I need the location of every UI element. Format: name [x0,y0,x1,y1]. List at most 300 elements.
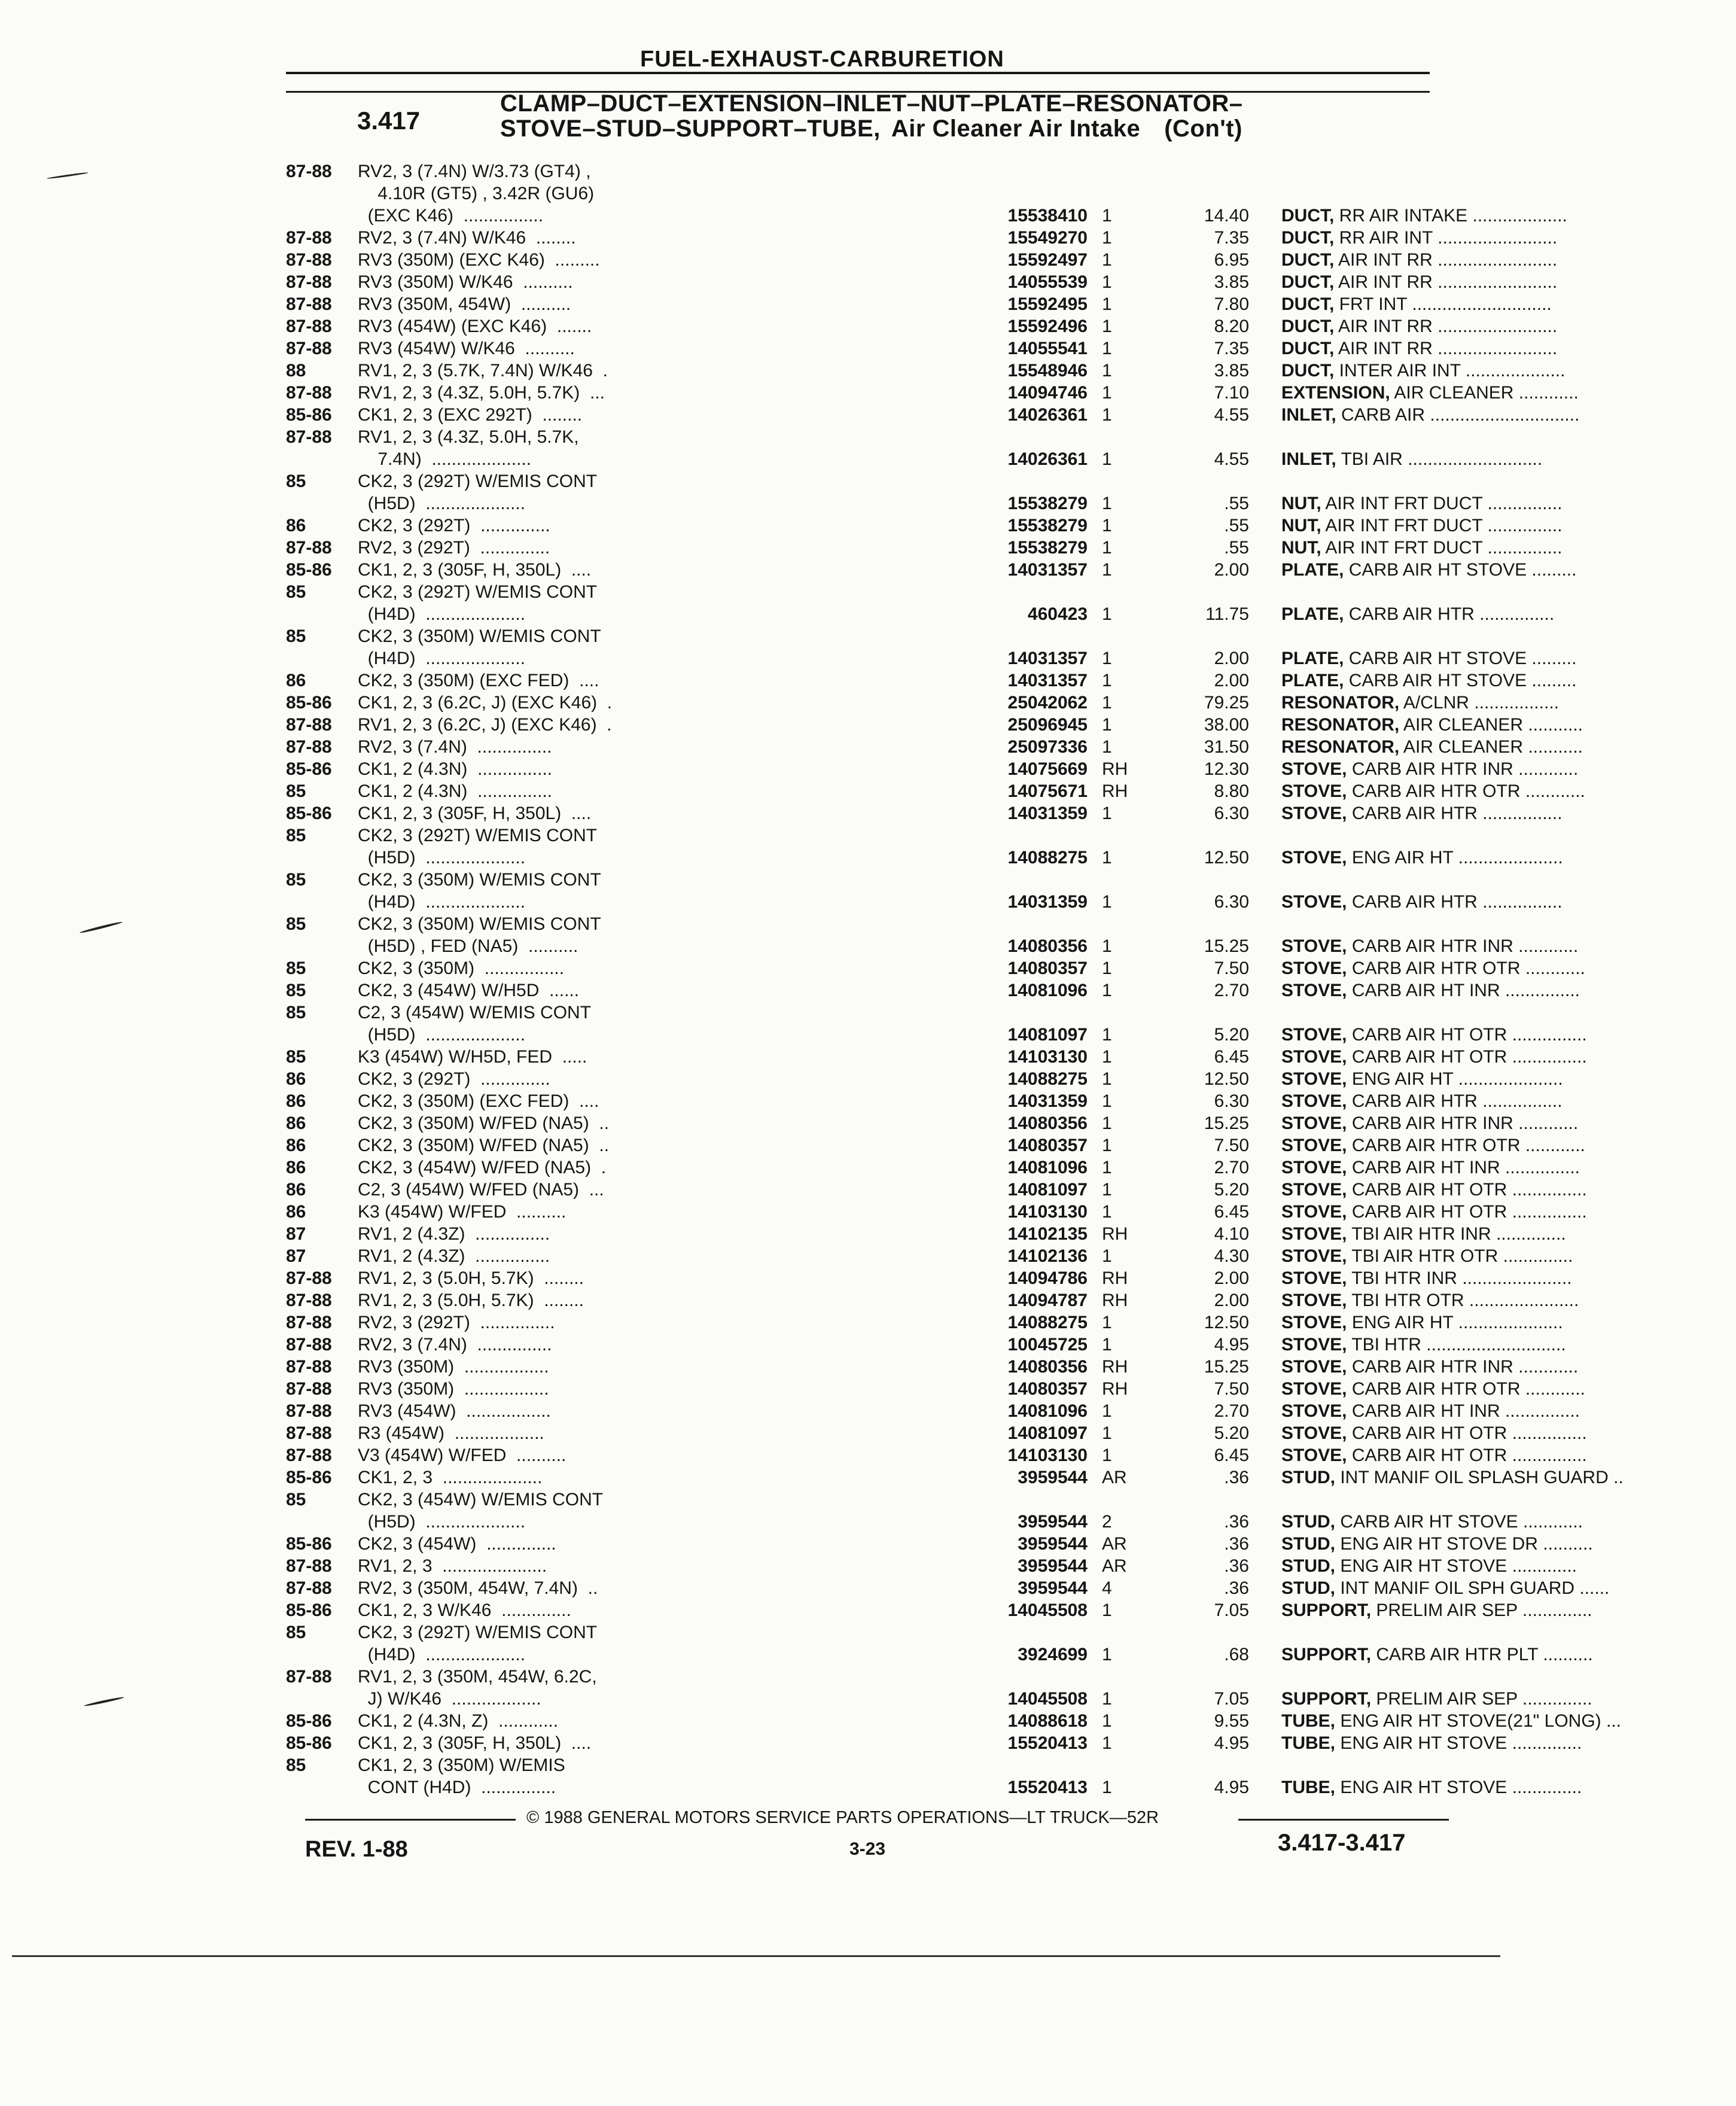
quantity: 1 [1102,892,1112,912]
description [1281,1090,1736,1112]
description-text: AIR CLEANER ............ [1390,383,1579,403]
description-text: ENG AIR HT STOVE DR .......... [1335,1534,1593,1554]
part-number: 14080357 [1007,958,1088,978]
quantity: 1 [1102,1246,1112,1266]
description-key: STOVE, [1281,1180,1347,1200]
price: 7.05 [1214,1600,1249,1620]
price: 2.00 [1214,671,1249,690]
price: 4.95 [1214,1335,1249,1355]
model-year: 87-88 [286,1578,332,1598]
model-year: 85 [286,1003,306,1022]
quantity: RH [1102,1379,1128,1399]
description-text: ENG AIR HT STOVE .............. [1335,1778,1582,1797]
price: 2.70 [1214,1401,1249,1421]
application: CK2, 3 (350M) ................ [358,958,565,978]
table-row [286,448,1543,470]
description-key: RESONATOR, [1281,693,1400,713]
part-number: 14094787 [1007,1291,1088,1310]
model-year: 87-88 [286,294,332,314]
section-number: 3.417 [357,106,421,135]
group-title-line1: CLAMP–DUCT–EXTENSION–INLET–NUT–PLATE–RESONATOR– [500,90,1243,117]
part-number: 14080356 [1007,936,1088,956]
description [1281,1444,1736,1466]
application: RV2, 3 (292T) ............... [358,1313,555,1332]
table-row [286,1289,1579,1311]
quantity: RH [1102,1357,1128,1377]
price: 4.55 [1214,405,1249,425]
quantity: 1 [1102,1202,1112,1222]
description-text: TBI AIR HTR OTR .............. [1347,1246,1573,1266]
part-number: 15538279 [1007,538,1088,558]
model-year: 85-86 [286,693,332,713]
table-row [286,669,1577,692]
part-number: 15549270 [1007,228,1088,248]
price: .36 [1224,1534,1249,1554]
table-row [286,404,1580,426]
application: CK2, 3 (454W) W/EMIS CONT [358,1490,604,1509]
application: (EXC K46) ................ [358,206,544,226]
application: K3 (454W) W/H5D, FED ..... [358,1047,587,1067]
description-text: TBI HTR OTR ...................... [1347,1291,1579,1310]
quantity: 1 [1102,1401,1112,1421]
table-row [286,182,1435,205]
quantity: 1 [1102,383,1112,403]
description-text: CARB AIR HT INR ............... [1347,1158,1580,1177]
application: RV1, 2, 3 (5.7K, 7.4N) W/K46 . [358,361,608,381]
header-rule [286,72,1430,74]
part-number: 25096945 [1007,715,1088,735]
quantity: 1 [1102,494,1112,513]
application: (H5D) .................... [358,1512,526,1532]
application: CK1, 2, 3 (305F, H, 350L) .... [358,804,592,823]
application: CK1, 2, 3 (6.2C, J) (EXC K46) . [358,693,613,713]
description [1281,515,1736,537]
application: CK2, 3 (454W) W/H5D ...... [358,981,580,1000]
description-key: STOVE, [1281,1246,1347,1266]
quantity: 1 [1102,671,1112,690]
description [1281,537,1736,559]
quantity: 2 [1102,1512,1112,1532]
price: .55 [1224,516,1249,535]
application: C2, 3 (454W) W/EMIS CONT [358,1003,592,1022]
price: 12.50 [1204,848,1249,868]
description-text: CARB AIR HT STOVE ......... [1344,560,1577,580]
description-key: STOVE, [1281,759,1347,779]
part-number: 460423 [1027,604,1088,624]
quantity: 1 [1102,1047,1112,1067]
description-text: CARB AIR HT OTR ............... [1347,1202,1587,1222]
price: 4.95 [1214,1733,1249,1753]
application: CK2, 3 (292T) W/EMIS CONT [358,1623,598,1642]
part-number: 14102135 [1007,1224,1088,1244]
description [1281,227,1736,249]
footer-copyright: © 1988 GENERAL MOTORS SERVICE PARTS OPERATIONS—LT TRUCK—52R [526,1808,1159,1827]
application: CK2, 3 (350M) W/EMIS CONT [358,870,601,890]
quantity: 1 [1102,848,1112,868]
description [1281,758,1736,780]
part-number: 14081097 [1007,1180,1088,1200]
group-title-subject: Air Cleaner Air Intake [891,115,1141,142]
application: V3 (454W) W/FED .......... [358,1445,567,1465]
description-text: CARB AIR HT STOVE ......... [1344,671,1577,690]
application: CK1, 2, 3 (305F, H, 350L) .... [358,560,592,580]
description [1281,957,1736,979]
part-number: 14094786 [1007,1268,1088,1288]
table-row [286,1776,1582,1798]
scan-mark [80,921,123,934]
price: 7.50 [1214,1136,1249,1155]
table-row [286,1245,1573,1267]
description-text: ENG AIR HT ..................... [1347,1313,1563,1332]
description-text: RR AIR INT ........................ [1334,228,1558,248]
model-year: 86 [286,1158,306,1177]
description [1281,1511,1736,1533]
model-year: 85-86 [286,1600,332,1620]
part-number: 14075671 [1007,781,1088,801]
application: (H5D) .................... [358,1025,526,1045]
part-number: 15592495 [1007,294,1088,314]
part-number: 14031359 [1007,892,1088,912]
quantity: 1 [1102,1445,1112,1465]
description [1281,847,1736,869]
part-number: 14088275 [1007,1069,1088,1089]
description-text: TBI AIR HTR INR .............. [1347,1224,1566,1244]
price: 6.45 [1214,1047,1249,1067]
model-year: 87-88 [286,1445,332,1465]
description-text: CARB AIR HTR OTR ............ [1347,1136,1585,1155]
part-number: 3959544 [1018,1468,1088,1487]
description [1281,559,1736,581]
description-text: ENG AIR HT STOVE .............. [1335,1733,1582,1753]
description [1281,979,1736,1002]
price: 15.25 [1204,1113,1249,1133]
quantity: 1 [1102,538,1112,558]
model-year: 85 [286,981,306,1000]
model-year: 87 [286,1246,306,1266]
description-key: NUT, [1281,516,1321,535]
table-row [286,1046,1587,1068]
description-key: PLATE, [1281,671,1344,690]
table-row [286,891,1563,913]
description-text: PRELIM AIR SEP .............. [1371,1600,1592,1620]
application: 7.4N) .................... [358,449,532,469]
description-text: RR AIR INTAKE ................... [1334,206,1567,226]
table-row [286,293,1552,315]
description [1281,448,1736,470]
table-row [286,1644,1593,1666]
table-row [286,692,1559,714]
scan-mark [47,172,89,179]
table-row [286,492,1563,515]
description-text: CARB AIR HTR INR ............ [1347,1113,1579,1133]
quantity: 1 [1102,405,1112,425]
description-key: INLET, [1281,405,1336,425]
table-row [286,1732,1582,1754]
description-text: ENG AIR HT ..................... [1347,848,1563,868]
description-key: DUCT, [1281,361,1335,381]
description-text: ENG AIR HT STOVE ............. [1335,1556,1577,1576]
description-key: STOVE, [1281,1313,1347,1332]
description-key: DUCT, [1281,294,1335,314]
part-number: 15592497 [1007,250,1088,270]
description [1281,1732,1736,1754]
description-text: CARB AIR HT OTR ............... [1347,1180,1587,1200]
description-text: INTER AIR INT .................... [1334,361,1566,381]
description-text: AIR INT RR ........................ [1334,316,1558,336]
quantity: 1 [1102,1733,1112,1753]
application: (H5D) , FED (NA5) .......... [358,936,578,956]
table-row [286,581,1435,603]
description-key: STOVE, [1281,1091,1347,1111]
quantity: 1 [1102,516,1112,535]
table-row [286,847,1563,869]
description [1281,1068,1736,1090]
description-key: STOVE, [1281,1202,1347,1222]
model-year: 85-86 [286,804,332,823]
description-text: CARB AIR HTR ................ [1347,1091,1563,1111]
price: 79.25 [1204,693,1249,713]
description-key: PLATE, [1281,649,1344,668]
application: J) W/K46 .................. [358,1689,541,1709]
description [1281,802,1736,824]
price: 6.30 [1214,1091,1249,1111]
group-title-parts: STOVE–STUD–SUPPORT–TUBE, [500,115,881,142]
description-text: CARB AIR HT STOVE ......... [1344,649,1577,668]
part-number: 14026361 [1007,405,1088,425]
quantity: 1 [1102,206,1112,226]
application: RV3 (454W) ................. [358,1401,551,1421]
table-row [286,824,1435,847]
model-year: 88 [286,361,306,381]
model-year: 87-88 [286,339,332,358]
quantity: 1 [1102,272,1112,292]
application: RV3 (350M) ................. [358,1357,549,1377]
part-number: 14080357 [1007,1136,1088,1155]
description-text: AIR INT FRT DUCT ............... [1321,516,1563,535]
application: RV2, 3 (350M, 454W, 7.4N) .. [358,1578,598,1598]
part-number: 14031359 [1007,1091,1088,1111]
description-key: EXTENSION, [1281,383,1390,403]
description-key: SUPPORT, [1281,1600,1372,1620]
price: 7.35 [1214,339,1249,358]
application: CONT (H4D) ............... [358,1778,556,1797]
application: (H5D) .................... [358,494,526,513]
table-row [286,603,1555,625]
table-row [286,537,1563,559]
table-row [286,913,1435,935]
price: 7.05 [1214,1689,1249,1709]
price: 7.10 [1214,383,1249,403]
description-key: STUD, [1281,1512,1335,1532]
description [1281,1555,1736,1577]
description-key: DUCT, [1281,316,1335,336]
application: RV2, 3 (7.4N) W/3.73 (GT4) , [358,162,591,181]
description-key: DUCT, [1281,339,1335,358]
model-year: 87-88 [286,1268,332,1288]
price: 6.45 [1214,1445,1249,1465]
part-number: 14031357 [1007,560,1088,580]
application: RV1, 2 (4.3Z) ............... [358,1224,550,1244]
part-number: 3959544 [1018,1578,1088,1598]
part-number: 15520413 [1007,1733,1088,1753]
description [1281,1179,1736,1201]
description-text: CARB AIR HT STOVE ............ [1335,1512,1583,1532]
model-year: 85-86 [286,560,332,580]
application: RV2, 3 (7.4N) ............... [358,737,552,757]
description [1281,1201,1736,1223]
quantity: 1 [1102,294,1112,314]
table-row [286,249,1558,271]
table-row [286,1666,1435,1688]
description [1281,1157,1736,1179]
quantity: 1 [1102,981,1112,1000]
description [1281,1577,1736,1599]
part-number: 15520413 [1007,1778,1088,1797]
application: CK1, 2 (4.3N) ............... [358,759,553,779]
price: .36 [1224,1468,1249,1487]
quantity: 1 [1102,1335,1112,1355]
part-number: 3924699 [1018,1645,1088,1664]
description-text: AIR INT FRT DUCT ............... [1321,494,1563,513]
model-year: 86 [286,1113,306,1133]
table-row [286,1577,1610,1599]
description-text: CARB AIR HT INR ............... [1347,1401,1580,1421]
description [1281,1688,1736,1710]
application: RV3 (350M) ................. [358,1379,549,1399]
description-key: STOVE, [1281,1291,1347,1310]
part-number: 14055539 [1007,272,1088,292]
application: CK2, 3 (350M) (EXC FED) .... [358,671,599,690]
description-key: SUPPORT, [1281,1689,1372,1709]
price: .36 [1224,1512,1249,1532]
model-year: 87-88 [286,715,332,735]
part-number: 14031357 [1007,649,1088,668]
table-row [286,957,1585,979]
application: (H4D) .................... [358,649,526,668]
description-text: PRELIM AIR SEP .............. [1371,1689,1592,1709]
description [1281,714,1736,736]
price: 6.30 [1214,892,1249,912]
description [1281,315,1736,337]
description [1281,1776,1736,1798]
description-text: AIR INT RR ........................ [1334,339,1558,358]
model-year: 85 [286,1490,306,1509]
quantity: AR [1102,1468,1127,1487]
description [1281,249,1736,271]
table-row [286,337,1558,360]
quantity: 1 [1102,693,1112,713]
description [1281,205,1736,227]
part-number: 15538279 [1007,494,1088,513]
quantity: 1 [1102,361,1112,381]
description-key: STOVE, [1281,958,1347,978]
description-text: CARB AIR HTR INR ............ [1347,936,1579,956]
description-key: DUCT, [1281,206,1335,226]
description-key: TUBE, [1281,1711,1335,1731]
description [1281,1599,1736,1621]
model-year: 87-88 [286,1313,332,1332]
description-text: INT MANIF OIL SPH GUARD ...... [1335,1578,1610,1598]
quantity: RH [1102,759,1128,779]
table-row [286,360,1566,382]
description-key: STOVE, [1281,1047,1347,1067]
quantity: 1 [1102,1069,1112,1089]
part-number: 15538279 [1007,516,1088,535]
quantity: 1 [1102,316,1112,336]
quantity: 1 [1102,604,1112,624]
part-number: 14081096 [1007,1401,1088,1421]
application: CK1, 2, 3 .................... [358,1468,543,1487]
part-number: 14031357 [1007,671,1088,690]
model-year: 87-88 [286,316,332,336]
quantity: AR [1102,1556,1127,1576]
price: 5.20 [1214,1025,1249,1045]
table-row [286,1090,1563,1112]
table-row [286,869,1435,891]
table-row [286,1599,1592,1621]
description [1281,293,1736,315]
description-text: CARB AIR HTR OTR ............ [1347,958,1585,978]
price: 12.30 [1204,759,1249,779]
model-year: 85-86 [286,1468,332,1487]
price: 2.00 [1214,1291,1249,1310]
table-row [286,1002,1435,1024]
table-row [286,802,1563,824]
price: 4.55 [1214,449,1249,469]
description-key: STOVE, [1281,1357,1347,1377]
part-number: 14103130 [1007,1047,1088,1067]
description-text: A/CLNR ................. [1399,693,1559,713]
quantity: 1 [1102,1113,1112,1133]
part-number: 14081097 [1007,1423,1088,1443]
model-year: 85 [286,1755,306,1775]
application: C2, 3 (454W) W/FED (NA5) ... [358,1180,604,1200]
quantity: 1 [1102,1600,1112,1620]
quantity: 1 [1102,1091,1112,1111]
description-key: STOVE, [1281,848,1347,868]
model-year: 87-88 [286,162,332,181]
description [1281,692,1736,714]
model-year: 87-88 [286,1379,332,1399]
table-row [286,1511,1583,1533]
price: 4.10 [1214,1224,1249,1244]
quantity: 1 [1102,1423,1112,1443]
price: 12.50 [1204,1313,1249,1332]
price: .36 [1224,1556,1249,1576]
description-key: DUCT, [1281,228,1335,248]
description [1281,1422,1736,1444]
table-row [286,1422,1587,1444]
price: .55 [1224,538,1249,558]
table-row [286,714,1583,736]
description [1281,1245,1736,1267]
price: 2.00 [1214,1268,1249,1288]
table-row [286,758,1579,780]
part-number: 14080357 [1007,1379,1088,1399]
description-text: INT MANIF OIL SPLASH GUARD .. [1335,1468,1624,1487]
description-text: CARB AIR HT OTR ............... [1347,1047,1587,1067]
model-year: 87-88 [286,1423,332,1443]
description-key: STOVE, [1281,804,1347,823]
quantity: 1 [1102,715,1112,735]
description [1281,382,1736,404]
model-year: 87-88 [286,1335,332,1355]
price: 5.20 [1214,1180,1249,1200]
price: 2.00 [1214,560,1249,580]
description-key: DUCT, [1281,272,1335,292]
part-number: 14081097 [1007,1025,1088,1045]
model-year: 85-86 [286,1534,332,1554]
